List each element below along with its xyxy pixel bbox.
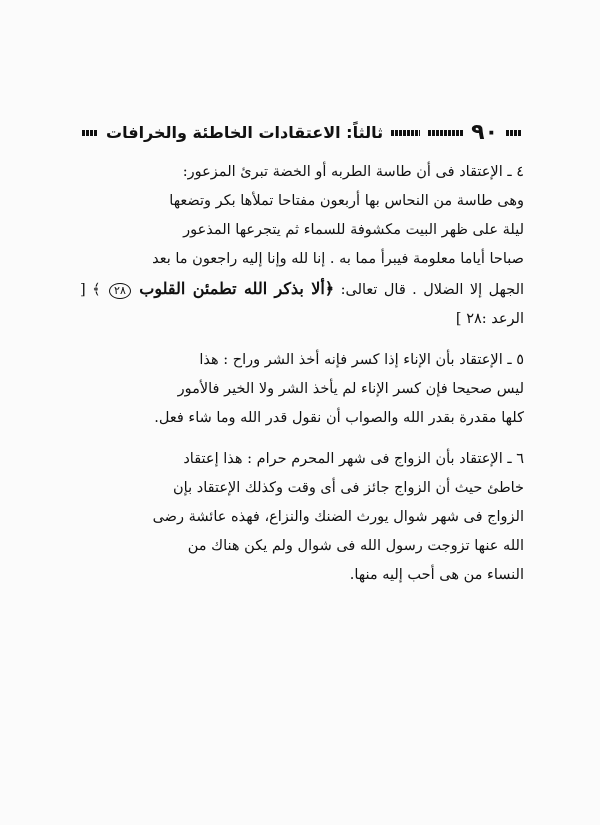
paragraph-line: ٦ ـ الإعتقاد بأن الزواج فى شهر المحرم حرام : هذا إعتقاد — [183, 451, 524, 467]
paragraph-line: ٥ ـ الإعتقاد بأن الإناء إذا كسر فإنه أخذ الشر وراح : هذا — [199, 352, 524, 368]
quote-intro: الجهل إلا الضلال . قال تعالى: — [340, 282, 525, 298]
paragraph-5 — [80, 346, 524, 433]
paragraph-line: ٤ ـ الإعتقاد فى أن طاسة الطربه أو الخضة تبرئ المزعور: — [182, 164, 524, 180]
verse-number: ٢٨ — [109, 283, 131, 299]
header-ornament-right — [506, 130, 522, 136]
paragraph-line: الزواج فى شهر شوال يورث الضنك والنزاع، فهذه عائشة رضى — [152, 509, 524, 525]
page-number: ٩٠ — [471, 120, 498, 145]
header-ornament-middle-2 — [391, 130, 419, 136]
paragraph-line: وهى طاسة من النحاس بها أربعون مفتاحا تملأها بكر وتضعها — [169, 193, 524, 209]
paragraph-line — [80, 274, 524, 334]
paragraph-6 — [80, 445, 524, 590]
page-body — [80, 158, 524, 602]
quran-verse: ﴿ألا بذكر الله تطمئن القلوب — [139, 279, 335, 298]
verse-citation: ﴾ [ الرعد :٢٨ ] — [80, 282, 524, 327]
page-header — [82, 118, 522, 148]
paragraph-line: كلها مقدرة بقدر الله والصواب أن نقول قدر الله وما شاء فعل. — [154, 410, 524, 426]
paragraph-line: ليلة على ظهر البيت مكشوفة للسماء ثم يتجرعها المذعور — [183, 222, 524, 238]
header-ornament-middle-1 — [428, 130, 464, 136]
paragraph-4 — [80, 158, 524, 334]
paragraph-line: الله عنها تزوجت رسول الله فى شوال ولم يكن هناك من — [187, 538, 524, 554]
paragraph-line: صباحا أياما معلومة فيبرأ مما به . إنا لله وإنا إليه راجعون ما بعد — [152, 251, 524, 267]
paragraph-line: ليس صحيحا فإن كسر الإناء لم يأخذ الشر ولا الخير فالأمور — [177, 381, 524, 397]
section-title: ثالثاً: الاعتقادات الخاطئة والخرافات — [106, 123, 384, 142]
header-ornament-left — [82, 130, 98, 136]
paragraph-line: خاطئ حيث أن الزواج جائز فى أى وقت وكذلك الإعتقاد بإن — [173, 480, 524, 496]
paragraph-line: النساء من هى أحب إليه منها. — [349, 567, 524, 583]
